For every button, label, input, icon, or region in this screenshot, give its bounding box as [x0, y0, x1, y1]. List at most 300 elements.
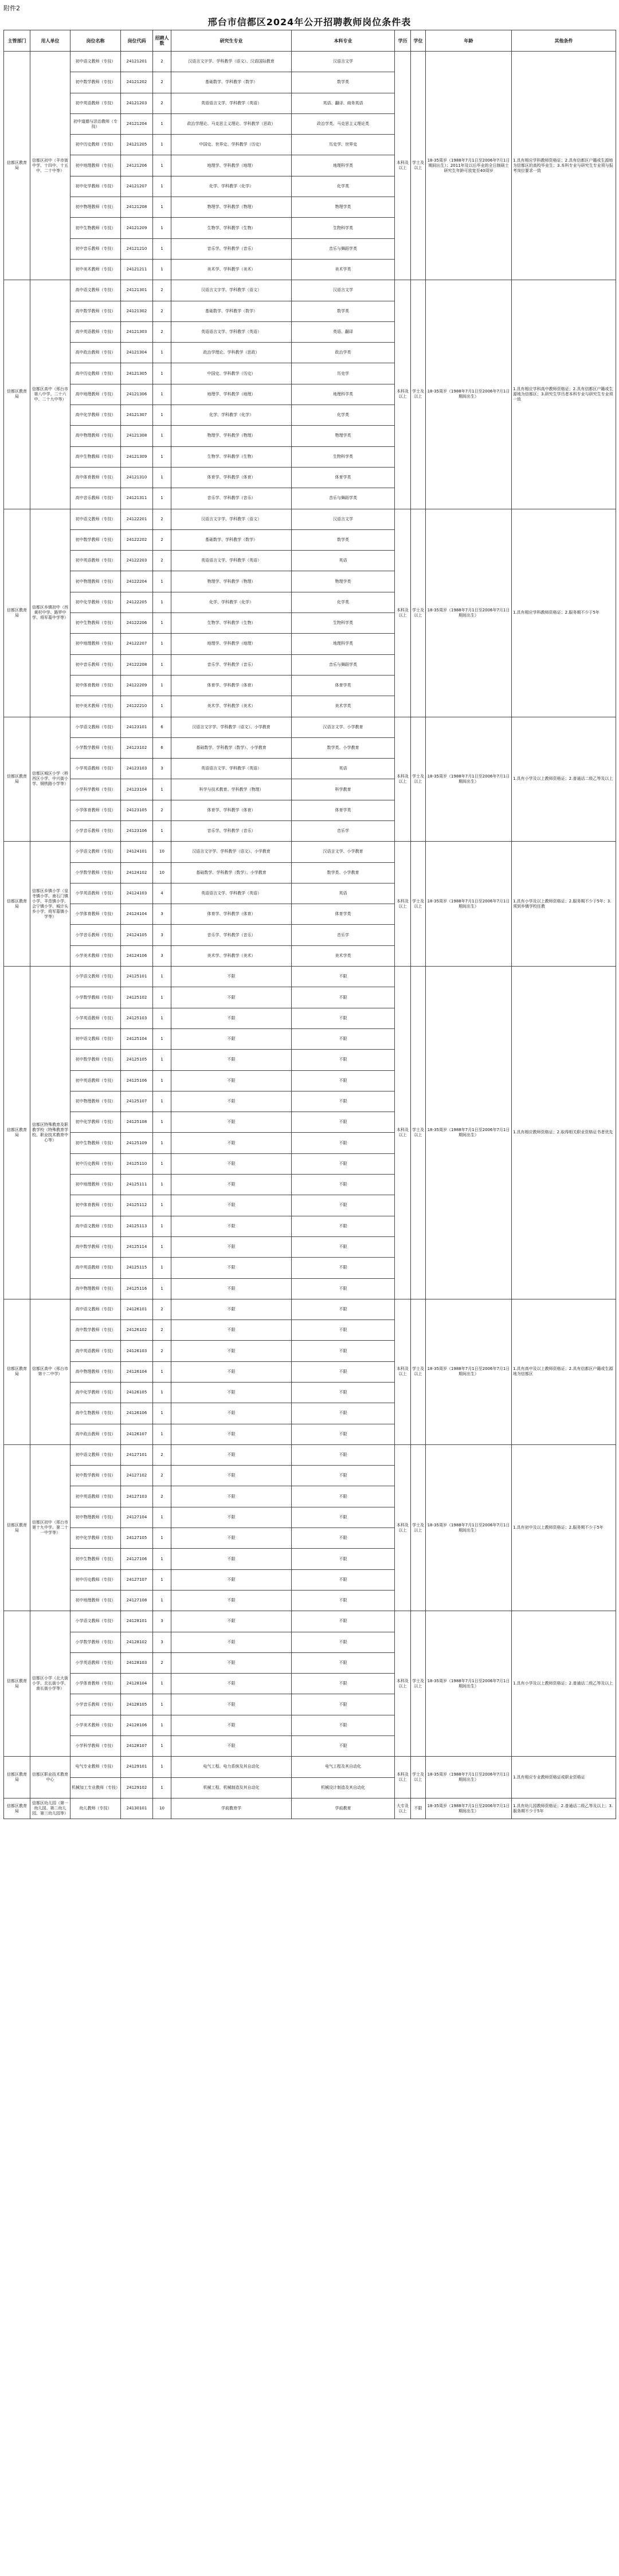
other-conditions-cell: 1.具有相应学科高中教师资格证；2.具有信都区户籍或生源地为信都区；3.研究生学历者本科专业与研究生专业须一致 — [512, 280, 616, 509]
position-name-cell: 高中数学教师（专技） — [70, 1236, 121, 1257]
undergrad-major-cell: 生物科学类 — [292, 218, 395, 238]
headcount-cell: 3 — [153, 1632, 171, 1652]
grad-major-cell: 汉语言文字学、学科教学（语文）、汉语国际教育 — [171, 52, 292, 72]
position-code-cell: 24121305 — [121, 363, 153, 384]
undergrad-major-cell: 汉语言文学 — [292, 509, 395, 529]
headcount-cell: 1 — [153, 446, 171, 467]
undergrad-major-cell: 数学类、小学教育 — [292, 862, 395, 883]
position-code-cell: 24122206 — [121, 613, 153, 634]
headcount-cell: 3 — [153, 1611, 171, 1632]
position-code-cell: 24121207 — [121, 176, 153, 197]
position-code-cell: 24122205 — [121, 592, 153, 612]
grad-major-cell: 不限 — [171, 1444, 292, 1465]
education-cell: 本科及以上 — [395, 280, 411, 509]
position-code-cell: 24128107 — [121, 1736, 153, 1757]
position-code-cell: 24121304 — [121, 343, 153, 363]
position-code-cell: 24122201 — [121, 509, 153, 529]
headcount-cell: 1 — [153, 820, 171, 841]
table-body — [4, 52, 616, 1819]
grad-major-cell: 基础数学、学科教学（数学） — [171, 301, 292, 321]
headcount-cell: 1 — [153, 987, 171, 1008]
grad-major-cell: 不限 — [171, 1236, 292, 1257]
header-cell: 招聘人数 — [153, 30, 171, 52]
undergrad-major-cell: 地理科学类 — [292, 155, 395, 176]
grad-major-cell: 生物学、学科教学（生物） — [171, 446, 292, 467]
grad-major-cell: 体育学、学科教学（体育） — [171, 904, 292, 925]
position-name-cell: 小学语文教师（专技） — [70, 717, 121, 737]
undergrad-major-cell: 不限 — [292, 1070, 395, 1091]
grad-major-cell: 不限 — [171, 1383, 292, 1403]
position-name-cell: 初中化学教师（专技） — [70, 1112, 121, 1133]
undergrad-major-cell: 不限 — [292, 1008, 395, 1028]
position-name-cell: 高中英语教师（专技） — [70, 1258, 121, 1278]
dept-cell: 信都区教育局 — [4, 1444, 30, 1611]
position-code-cell: 24126106 — [121, 1403, 153, 1424]
position-code-cell: 24121211 — [121, 259, 153, 280]
dept-cell: 信都区教育局 — [4, 280, 30, 509]
undergrad-major-cell: 音乐与舞蹈学类 — [292, 238, 395, 259]
undergrad-major-cell: 物理学类 — [292, 197, 395, 218]
unit-cell: 信都区小学（北大街小学、北长街小学、南长街小学等） — [30, 1611, 70, 1757]
grad-major-cell: 汉语言文字学、学科教学（语文）、小学教育 — [171, 717, 292, 737]
grad-major-cell: 不限 — [171, 1112, 292, 1133]
headcount-cell: 2 — [153, 52, 171, 72]
position-code-cell: 24128101 — [121, 1611, 153, 1632]
header-cell: 岗位名称 — [70, 30, 121, 52]
position-code-cell: 24128105 — [121, 1694, 153, 1715]
position-code-cell: 24122203 — [121, 551, 153, 571]
attachment-label: 附件2 — [3, 5, 20, 12]
position-name-cell: 初中物理教师（专技） — [70, 1091, 121, 1112]
page-title: 邢台市信都区2024年公开招聘教师岗位条件表 — [207, 17, 412, 28]
grad-major-cell: 英语语言文学、学科教学（英语） — [171, 321, 292, 342]
undergrad-major-cell: 不限 — [292, 1611, 395, 1632]
grad-major-cell: 电气工程、电力系统及其自动化 — [171, 1757, 292, 1777]
headcount-cell: 1 — [153, 1528, 171, 1549]
headcount-cell: 1 — [153, 1028, 171, 1049]
grad-major-cell: 不限 — [171, 1070, 292, 1091]
age-cell: 18-35周岁（1988年7月1日至2006年7月1日期间出生） — [426, 1798, 512, 1819]
age-cell: 18-35周岁（1988年7月1日至2006年7月1日期间出生） — [426, 1611, 512, 1757]
position-code-cell: 24121206 — [121, 155, 153, 176]
degree-cell: 学士及以上 — [411, 1299, 426, 1444]
grad-major-cell: 不限 — [171, 1674, 292, 1694]
position-name-cell: 小学数学教师（专技） — [70, 862, 121, 883]
position-name-cell: 小学数学教师（专技） — [70, 1632, 121, 1652]
headcount-cell: 1 — [153, 1590, 171, 1611]
age-cell: 18-35周岁（1988年7月1日至2006年7月1日期间出生） — [426, 967, 512, 1299]
position-name-cell: 小学音乐教师（专技） — [70, 925, 121, 945]
position-name-cell: 高中体育教师（专技） — [70, 467, 121, 488]
undergrad-major-cell: 美术学类 — [292, 945, 395, 966]
position-code-cell: 24121205 — [121, 135, 153, 155]
age-cell: 18-35周岁（1988年7月1日至2006年7月1日期间出生） — [426, 280, 512, 509]
position-code-cell: 24122204 — [121, 571, 153, 592]
grad-major-cell: 物理学、学科教学（物理） — [171, 197, 292, 218]
position-code-cell: 24121209 — [121, 218, 153, 238]
position-code-cell: 24121201 — [121, 52, 153, 72]
header-cell: 学位 — [411, 30, 426, 52]
grad-major-cell: 科学与技术教育、学科教学（物理） — [171, 779, 292, 800]
headcount-cell: 2 — [153, 1486, 171, 1507]
position-code-cell: 24121307 — [121, 405, 153, 426]
position-name-cell: 高中物理教师（专技） — [70, 1278, 121, 1299]
position-name-cell: 高中化学教师（专技） — [70, 405, 121, 426]
position-code-cell: 24125101 — [121, 967, 153, 987]
grad-major-cell: 学前教育学 — [171, 1798, 292, 1819]
headcount-cell: 1 — [153, 696, 171, 717]
headcount-cell: 1 — [153, 1112, 171, 1133]
header-cell: 年龄 — [426, 30, 512, 52]
age-cell: 18-35周岁（1988年7月1日至2006年7月1日期间出生） — [426, 1757, 512, 1799]
position-name-cell: 高中语文教师（专技） — [70, 1216, 121, 1236]
position-code-cell: 24125103 — [121, 1008, 153, 1028]
grad-major-cell: 音乐学、学科教学（音乐） — [171, 488, 292, 509]
grad-major-cell: 音乐学、学科教学（音乐） — [171, 925, 292, 945]
education-cell: 本科及以上 — [395, 717, 411, 842]
headcount-cell: 1 — [153, 1757, 171, 1777]
grad-major-cell: 不限 — [171, 1278, 292, 1299]
position-code-cell: 24122207 — [121, 634, 153, 654]
dept-cell: 信都区教育局 — [4, 1299, 30, 1444]
position-code-cell: 24121306 — [121, 384, 153, 405]
headcount-cell: 1 — [153, 1507, 171, 1527]
position-name-cell: 小学体育教师（专技） — [70, 800, 121, 820]
position-code-cell: 24121301 — [121, 280, 153, 301]
undergrad-major-cell: 不限 — [292, 1050, 395, 1070]
grad-major-cell: 不限 — [171, 1611, 292, 1632]
position-name-cell: 初中生物教师（专技） — [70, 613, 121, 634]
undergrad-major-cell: 不限 — [292, 1299, 395, 1320]
grad-major-cell: 不限 — [171, 1175, 292, 1195]
position-name-cell: 高中音乐教师（专技） — [70, 488, 121, 509]
undergrad-major-cell: 音乐学 — [292, 820, 395, 841]
other-conditions-cell: 1.具有相应专业教师资格证或职业资格证 — [512, 1757, 616, 1799]
position-code-cell: 24125112 — [121, 1195, 153, 1216]
headcount-cell: 2 — [153, 1341, 171, 1361]
position-code-cell: 24125102 — [121, 987, 153, 1008]
undergrad-major-cell: 不限 — [292, 1361, 395, 1382]
undergrad-major-cell: 化学类 — [292, 176, 395, 197]
undergrad-major-cell: 英语 — [292, 551, 395, 571]
position-name-cell: 高中语文教师（专技） — [70, 280, 121, 301]
position-name-cell: 初中数学教师（专技） — [70, 1466, 121, 1486]
grad-major-cell: 汉语言文字学、学科教学（语文）、小学教育 — [171, 842, 292, 862]
grad-major-cell: 不限 — [171, 987, 292, 1008]
grad-major-cell: 不限 — [171, 1715, 292, 1735]
undergrad-major-cell: 汉语言文学 — [292, 52, 395, 72]
headcount-cell: 1 — [153, 1153, 171, 1174]
position-code-cell: 24127101 — [121, 1444, 153, 1465]
table-row — [4, 52, 616, 72]
headcount-cell: 1 — [153, 1549, 171, 1569]
headcount-cell: 1 — [153, 176, 171, 197]
headcount-cell: 2 — [153, 509, 171, 529]
headcount-cell: 2 — [153, 72, 171, 93]
position-name-cell: 高中地理教师（专技） — [70, 384, 121, 405]
education-cell: 本科及以上 — [395, 967, 411, 1299]
grad-major-cell: 地理学、学科教学（地理） — [171, 384, 292, 405]
position-name-cell: 小学科学教师（专技） — [70, 1736, 121, 1757]
undergrad-major-cell: 科学教育 — [292, 779, 395, 800]
position-code-cell: 24122202 — [121, 529, 153, 550]
position-name-cell: 初中历史教师（专技） — [70, 1569, 121, 1590]
position-code-cell: 24129101 — [121, 1757, 153, 1777]
position-name-cell: 初中语文教师（专技） — [70, 509, 121, 529]
position-code-cell: 24124105 — [121, 925, 153, 945]
undergrad-major-cell: 美术学类 — [292, 696, 395, 717]
undergrad-major-cell: 不限 — [292, 1715, 395, 1735]
headcount-cell: 1 — [153, 113, 171, 134]
position-code-cell: 24121202 — [121, 72, 153, 93]
undergrad-major-cell: 化学类 — [292, 592, 395, 612]
position-name-cell: 小学英语教师（专技） — [70, 759, 121, 779]
grad-major-cell: 不限 — [171, 1632, 292, 1652]
position-name-cell: 小学语文教师（专技） — [70, 842, 121, 862]
position-code-cell: 24125110 — [121, 1153, 153, 1174]
undergrad-major-cell: 不限 — [292, 1195, 395, 1216]
undergrad-major-cell: 音乐与舞蹈学类 — [292, 488, 395, 509]
dept-cell: 信都区教育局 — [4, 967, 30, 1299]
undergrad-major-cell: 音乐与舞蹈学类 — [292, 654, 395, 675]
other-conditions-cell: 1.具有小学及以上教师资格证；2.服务期不少于5年；3.须到乡镇学校任教 — [512, 842, 616, 967]
table-row — [4, 1299, 616, 1320]
undergrad-major-cell: 不限 — [292, 1216, 395, 1236]
position-code-cell: 24121309 — [121, 446, 153, 467]
undergrad-major-cell: 不限 — [292, 1466, 395, 1486]
position-code-cell: 24125114 — [121, 1236, 153, 1257]
grad-major-cell: 不限 — [171, 1424, 292, 1444]
position-name-cell: 高中语文教师（专技） — [70, 1299, 121, 1320]
position-code-cell: 24129102 — [121, 1777, 153, 1798]
position-code-cell: 24122208 — [121, 654, 153, 675]
position-code-cell: 24123105 — [121, 800, 153, 820]
other-conditions-cell: 1.具有相应学科教师资格证；2.服务期不少于5年 — [512, 509, 616, 717]
grad-major-cell: 英语语言文学、学科教学（英语） — [171, 759, 292, 779]
position-code-cell: 24127102 — [121, 1466, 153, 1486]
headcount-cell: 1 — [153, 197, 171, 218]
grad-major-cell: 基础数学、学科教学（数学） — [171, 72, 292, 93]
headcount-cell: 1 — [153, 571, 171, 592]
grad-major-cell: 不限 — [171, 1466, 292, 1486]
other-conditions-cell: 1.具有幼儿园教师资格证；2.普通话二级乙等及以上；3.服务期不少于5年 — [512, 1798, 616, 1819]
grad-major-cell: 音乐学、学科教学（音乐） — [171, 238, 292, 259]
headcount-cell: 1 — [153, 675, 171, 696]
position-name-cell: 小学英语教师（专技） — [70, 1652, 121, 1673]
position-code-cell: 24121308 — [121, 426, 153, 446]
grad-major-cell: 不限 — [171, 1652, 292, 1673]
dept-cell: 信都区教育局 — [4, 509, 30, 717]
position-code-cell: 24124106 — [121, 945, 153, 966]
undergrad-major-cell: 历史学、世界史 — [292, 135, 395, 155]
undergrad-major-cell: 英语 — [292, 759, 395, 779]
unit-cell: 信都区乡镇初中（西黄村中学、路罗中学、将军墓中学等） — [30, 509, 70, 717]
grad-major-cell: 不限 — [171, 1528, 292, 1549]
unit-cell: 信都区初中（羊市街中学、十四中、十五中、二十中等） — [30, 52, 70, 280]
undergrad-major-cell: 音乐学 — [292, 925, 395, 945]
undergrad-major-cell: 英语 — [292, 883, 395, 904]
unit-cell: 信都区高中（邢台市第八中学、二十六中、二十九中等） — [30, 280, 70, 509]
undergrad-major-cell: 体育学类 — [292, 800, 395, 820]
grad-major-cell: 不限 — [171, 1133, 292, 1153]
headcount-cell: 1 — [153, 634, 171, 654]
position-name-cell: 高中政治教师（专技） — [70, 343, 121, 363]
table-row — [4, 1757, 616, 1777]
grad-major-cell: 物理学、学科教学（物理） — [171, 426, 292, 446]
position-name-cell: 初中地理教师（专技） — [70, 1175, 121, 1195]
position-code-cell: 24126104 — [121, 1361, 153, 1382]
unit-cell: 信都区乡镇小学（皇寺镇小学、南石门镇小学、羊范镇小学、会宁镇小学、城计头乡小学、将军墓镇小学等） — [30, 842, 70, 967]
position-code-cell: 24125109 — [121, 1133, 153, 1153]
education-cell: 本科及以上 — [395, 1611, 411, 1757]
position-name-cell: 初中语文教师（专技） — [70, 52, 121, 72]
degree-cell: 学士及以上 — [411, 52, 426, 280]
headcount-cell: 1 — [153, 1424, 171, 1444]
undergrad-major-cell: 美术学类 — [292, 259, 395, 280]
position-name-cell: 初中体育教师（专技） — [70, 1195, 121, 1216]
position-name-cell: 初中生物教师（专技） — [70, 218, 121, 238]
position-code-cell: 24122210 — [121, 696, 153, 717]
grad-major-cell: 不限 — [171, 1361, 292, 1382]
position-name-cell: 小学科学教师（专技） — [70, 779, 121, 800]
position-name-cell: 电气专业教师（专技） — [70, 1757, 121, 1777]
headcount-cell: 2 — [153, 551, 171, 571]
age-cell: 18-35周岁（1988年7月1日至2006年7月1日期间出生） — [426, 1299, 512, 1444]
position-name-cell: 初中英语教师（专技） — [70, 1486, 121, 1507]
headcount-cell: 2 — [153, 800, 171, 820]
position-name-cell: 初中地理教师（专技） — [70, 634, 121, 654]
undergrad-major-cell: 政治学类、马克思主义理论类 — [292, 113, 395, 134]
headcount-cell: 1 — [153, 363, 171, 384]
degree-cell: 学士及以上 — [411, 842, 426, 967]
undergrad-major-cell: 英语、翻译 — [292, 321, 395, 342]
grad-major-cell: 基础数学、学科教学（数学）、小学教育 — [171, 862, 292, 883]
position-code-cell: 24127106 — [121, 1549, 153, 1569]
grad-major-cell: 基础数学、学科教学（数学）、小学教育 — [171, 737, 292, 758]
undergrad-major-cell: 不限 — [292, 1528, 395, 1549]
position-code-cell: 24127108 — [121, 1590, 153, 1611]
headcount-cell: 1 — [153, 1674, 171, 1694]
position-code-cell: 24127104 — [121, 1507, 153, 1527]
position-code-cell: 24123101 — [121, 717, 153, 737]
grad-major-cell: 地理学、学科教学（地理） — [171, 155, 292, 176]
grad-major-cell: 基础数学、学科教学（数学） — [171, 529, 292, 550]
headcount-cell: 2 — [153, 93, 171, 113]
undergrad-major-cell: 不限 — [292, 1694, 395, 1715]
position-code-cell: 24121203 — [121, 93, 153, 113]
position-code-cell: 24127103 — [121, 1486, 153, 1507]
headcount-cell: 1 — [153, 1050, 171, 1070]
headcount-cell: 1 — [153, 1175, 171, 1195]
position-name-cell: 高中生物教师（专技） — [70, 446, 121, 467]
grad-major-cell: 化学、学科教学（化学） — [171, 176, 292, 197]
undergrad-major-cell: 电气工程及其自动化 — [292, 1757, 395, 1777]
position-name-cell: 小学音乐教师（专技） — [70, 820, 121, 841]
headcount-cell: 1 — [153, 259, 171, 280]
position-name-cell: 小学体育教师（专技） — [70, 1674, 121, 1694]
undergrad-major-cell: 汉语言文学、小学教育 — [292, 717, 395, 737]
headcount-cell: 1 — [153, 218, 171, 238]
position-name-cell: 小学英语教师（专技） — [70, 883, 121, 904]
table-row — [4, 1798, 616, 1819]
position-name-cell: 初中英语教师（专技） — [70, 551, 121, 571]
header-cell: 本科专业 — [292, 30, 395, 52]
undergrad-major-cell: 不限 — [292, 1236, 395, 1257]
table-row — [4, 280, 616, 301]
undergrad-major-cell: 不限 — [292, 1652, 395, 1673]
grad-major-cell: 不限 — [171, 1153, 292, 1174]
headcount-cell: 1 — [153, 343, 171, 363]
other-conditions-cell: 1.具有相应学科教师资格证；2.具有信都区户籍或生源地为信都区的高校毕业生；3.本科专业与研究生专业须与报考岗位要求一致 — [512, 52, 616, 280]
headcount-cell: 2 — [153, 1466, 171, 1486]
undergrad-major-cell: 体育学类 — [292, 675, 395, 696]
headcount-cell: 1 — [153, 1258, 171, 1278]
grad-major-cell: 不限 — [171, 1050, 292, 1070]
grad-major-cell: 英语语言文学、学科教学（英语） — [171, 883, 292, 904]
headcount-cell: 1 — [153, 1008, 171, 1028]
dept-cell: 信都区教育局 — [4, 1611, 30, 1757]
position-code-cell: 24124101 — [121, 842, 153, 862]
position-code-cell: 24126103 — [121, 1341, 153, 1361]
grad-major-cell: 不限 — [171, 1341, 292, 1361]
table-row — [4, 717, 616, 737]
headcount-cell: 1 — [153, 613, 171, 634]
other-conditions-cell: 1.具有小学及以上教师资格证；2.普通话二级乙等及以上 — [512, 1611, 616, 1757]
position-code-cell: 24125115 — [121, 1258, 153, 1278]
position-code-cell: 24128104 — [121, 1674, 153, 1694]
age-cell: 18-35周岁（1988年7月1日至2006年7月1日期间出生）；2011年及以后毕业的全日制硕士研究生年龄可放宽至40周岁 — [426, 52, 512, 280]
headcount-cell: 1 — [153, 1569, 171, 1590]
headcount-cell: 1 — [153, 1777, 171, 1798]
unit-cell: 信都区特殊教育及职教学校（特殊教育学校、职业技术教育中心等） — [30, 967, 70, 1299]
position-name-cell: 小学音乐教师（专技） — [70, 1694, 121, 1715]
headcount-cell: 10 — [153, 1798, 171, 1819]
dept-cell: 信都区教育局 — [4, 1798, 30, 1819]
education-cell: 本科及以上 — [395, 1299, 411, 1444]
position-name-cell: 初中物理教师（专技） — [70, 1507, 121, 1527]
position-name-cell: 初中物理教师（专技） — [70, 571, 121, 592]
position-name-cell: 小学美术教师（专技） — [70, 945, 121, 966]
undergrad-major-cell: 生物科学类 — [292, 613, 395, 634]
undergrad-major-cell: 不限 — [292, 1153, 395, 1174]
other-conditions-cell: 1.具有相应教师资格证；2.取得相关职业资格证书者优先 — [512, 967, 616, 1299]
headcount-cell: 1 — [153, 779, 171, 800]
grad-major-cell: 生物学、学科教学（生物） — [171, 613, 292, 634]
position-name-cell: 初中英语教师（专技） — [70, 1070, 121, 1091]
position-name-cell: 初中英语教师（专技） — [70, 93, 121, 113]
grad-major-cell: 不限 — [171, 1008, 292, 1028]
education-cell: 本科及以上 — [395, 509, 411, 717]
degree-cell: 学士及以上 — [411, 967, 426, 1299]
headcount-cell: 1 — [153, 135, 171, 155]
undergrad-major-cell: 不限 — [292, 1569, 395, 1590]
table-row — [4, 509, 616, 529]
undergrad-major-cell: 不限 — [292, 1507, 395, 1527]
undergrad-major-cell: 学前教育 — [292, 1798, 395, 1819]
position-name-cell: 高中英语教师（专技） — [70, 321, 121, 342]
position-name-cell: 初中道德与法治教师（专技） — [70, 113, 121, 134]
position-name-cell: 初中生物教师（专技） — [70, 1133, 121, 1153]
grad-major-cell: 不限 — [171, 1258, 292, 1278]
grad-major-cell: 生物学、学科教学（生物） — [171, 218, 292, 238]
position-name-cell: 高中政治教师（专技） — [70, 1424, 121, 1444]
undergrad-major-cell: 不限 — [292, 1590, 395, 1611]
headcount-cell: 1 — [153, 1403, 171, 1424]
position-name-cell: 初中数学教师（专技） — [70, 529, 121, 550]
undergrad-major-cell: 不限 — [292, 967, 395, 987]
grad-major-cell: 机械工程、机械制造及其自动化 — [171, 1777, 292, 1798]
position-code-cell: 24123104 — [121, 779, 153, 800]
